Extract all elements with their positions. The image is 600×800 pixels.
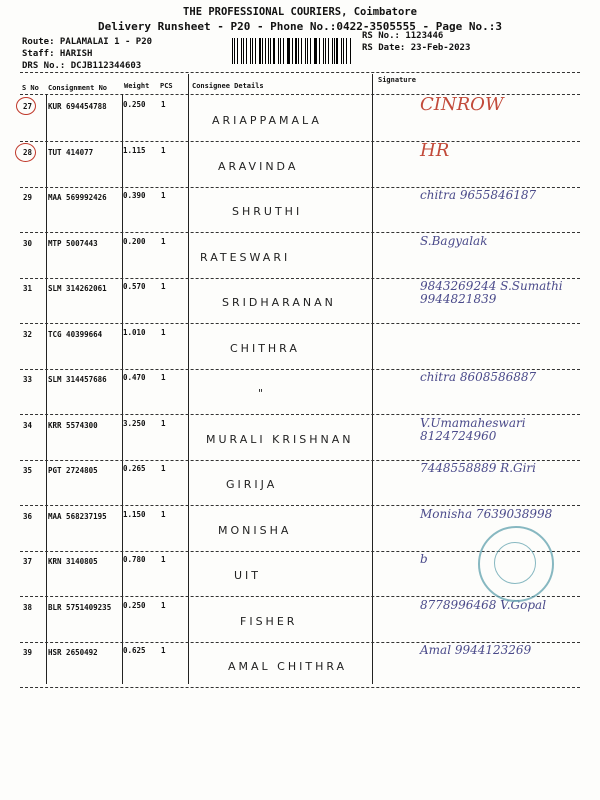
row-signature: V.Umamaheswari 8124724960: [420, 415, 526, 443]
row-consignee-name: AMAL CHITHRA: [228, 660, 348, 673]
rs-no-label: RS No.: 1123446: [362, 31, 444, 41]
barcode-bar: [241, 38, 243, 64]
barcode-bar: [307, 38, 308, 64]
barcode-bar: [298, 38, 299, 64]
table-row: [20, 597, 580, 643]
row-pcs: 1: [161, 418, 166, 428]
divider-top: [20, 72, 580, 73]
row-signature: chitra 8608586887: [420, 370, 537, 384]
row-sno: 36: [23, 511, 33, 521]
row-sno: 28: [23, 147, 33, 157]
row-sno: 31: [23, 284, 33, 293]
row-consignment: MTP 5007443: [48, 238, 98, 248]
barcode-bar: [246, 38, 247, 64]
row-consignment: SLM 314262061: [48, 284, 107, 293]
circle-mark-27: [16, 97, 36, 115]
row-sno: 29: [23, 193, 33, 202]
row-signature: S.Bagyalak: [420, 233, 488, 248]
col-header-weight: Weight: [124, 82, 150, 90]
barcode-bar: [287, 38, 288, 64]
row-consignee-name: RATESWARI: [200, 250, 291, 264]
barcode-bar: [252, 38, 253, 64]
row-consignment: MAA 569992426: [48, 193, 107, 202]
row-signature: 8778996468 V.Gopal: [420, 597, 547, 612]
row-consignee-name: MURALI KRISHNAN: [206, 432, 354, 446]
runsheet-title: Delivery Runsheet - P20 - Phone No.:0422-3505555 - Page No.:3: [98, 20, 502, 33]
row-sno: 35: [23, 466, 33, 475]
row-sno: 39: [23, 648, 33, 657]
row-consignee-name: MONISHA: [218, 523, 292, 537]
row-sno: 34: [23, 420, 33, 430]
barcode-bar: [273, 38, 275, 64]
row-consignment: KRR 5574300: [48, 420, 98, 430]
barcode-bar: [323, 38, 324, 64]
table-row: [20, 139, 580, 188]
row-weight: 0.780: [123, 555, 146, 564]
row-pcs: 1: [161, 646, 166, 655]
barcode-bar: [315, 38, 317, 64]
row-pcs: 1: [161, 236, 166, 246]
barcode-bar: [265, 38, 266, 64]
row-pcs: 1: [161, 282, 166, 291]
row-consignee-name: CHITHRA: [230, 341, 300, 355]
row-weight: 0.570: [123, 282, 146, 291]
row-weight: 1.150: [123, 509, 146, 519]
row-weight: 0.470: [123, 373, 146, 382]
row-consignee-name: ": [258, 387, 267, 400]
table-row: [20, 187, 580, 233]
barcode-bar: [288, 38, 289, 64]
row-signature: CINROW: [420, 94, 504, 115]
barcode-bar: [292, 38, 293, 64]
table-row: [20, 415, 580, 461]
barcode-bar: [332, 38, 333, 64]
row-sno: 37: [23, 557, 33, 566]
barcode-bar: [350, 38, 351, 64]
row-pcs: 1: [161, 145, 166, 155]
row-consignment: KRN 3140805: [48, 557, 98, 566]
row-signature: HR: [420, 139, 450, 161]
barcode-bar: [268, 38, 269, 64]
row-consignee-name: SHRUTHI: [232, 205, 303, 218]
barcode-bar: [295, 38, 297, 64]
row-signature: Amal 9944123269: [420, 643, 532, 657]
row-consignment: TUT 414077: [48, 147, 94, 157]
row-consignee-name: ARAVINDA: [218, 159, 299, 173]
table-row: [20, 324, 580, 370]
barcode-bar: [328, 38, 329, 64]
barcode-bar: [319, 38, 320, 64]
barcode-bar: [343, 38, 344, 64]
row-sno: 38: [23, 602, 33, 612]
row-consignment: SLM 314457686: [48, 375, 107, 384]
row-sno: 32: [23, 329, 33, 339]
staff-label: Staff: HARISH: [22, 49, 93, 59]
barcode-bar: [278, 38, 279, 64]
barcode-bar: [250, 38, 251, 64]
col-header-pcs: PCS: [160, 82, 173, 90]
table-row: [20, 369, 580, 415]
col-header-consignment: Consignment No: [48, 84, 108, 92]
barcode-bar: [341, 38, 342, 64]
barcode-bar: [255, 38, 256, 64]
barcode-bar: [280, 38, 281, 64]
barcode-bar: [301, 38, 302, 64]
barcode-bar: [283, 38, 284, 64]
table-row: [20, 278, 580, 324]
row-consignee-name: FISHER: [240, 614, 298, 628]
route-label: Route: PALAMALAI 1 - P20: [22, 37, 153, 47]
table-row: [20, 96, 580, 142]
row-signature: Monisha 7639038998: [420, 506, 553, 521]
row-pcs: 1: [161, 555, 166, 564]
barcode-bar: [234, 38, 235, 64]
row-signature: b: [420, 552, 428, 566]
col-header-consignee: Consignee Details: [192, 82, 264, 90]
table-row: [20, 460, 580, 506]
row-pcs: 1: [161, 100, 166, 109]
barcode-bar: [346, 38, 347, 64]
barcode-bar: [334, 38, 335, 64]
row-weight: 0.200: [123, 236, 146, 246]
row-sno: 27: [23, 102, 33, 111]
row-sno: 30: [23, 238, 33, 248]
row-pcs: 1: [161, 464, 166, 473]
barcode-bar: [314, 38, 315, 64]
row-consignment: BLR 5751409235: [48, 602, 112, 612]
circle-mark-28: [15, 143, 36, 162]
courier-stamp: [478, 526, 554, 602]
row-weight: 3.250: [123, 418, 146, 428]
row-consignment: HSR 2650492: [48, 648, 98, 657]
barcode-bar: [232, 38, 233, 64]
row-pcs: 1: [161, 509, 166, 519]
row-weight: 0.250: [123, 100, 146, 109]
row-consignment: MAA 568237195: [48, 511, 107, 521]
row-weight: 1.010: [123, 327, 146, 337]
row-consignment: PGT 2724805: [48, 466, 98, 475]
row-consignee-name: SRIDHARANAN: [222, 296, 336, 309]
barcode-bar: [270, 38, 271, 64]
row-consignment: KUR 694454788: [48, 102, 107, 111]
table-row: [20, 233, 580, 279]
row-pcs: 1: [161, 191, 166, 200]
row-consignee-name: UIT: [234, 569, 262, 582]
col-header-sno: S No: [22, 84, 39, 92]
row-signature: 9843269244 S.Sumathi 9944821839: [420, 279, 563, 306]
row-weight: 1.115: [123, 145, 146, 155]
row-signature: chitra 9655846187: [420, 188, 537, 202]
row-pcs: 1: [161, 373, 166, 382]
drs-label: DRS No.: DCJB112344603: [22, 61, 142, 71]
row-consignee-name: GIRIJA: [226, 478, 278, 491]
barcode-bar: [305, 38, 306, 64]
table-row: [20, 642, 580, 688]
company-title: THE PROFESSIONAL COURIERS, Coimbatore: [183, 6, 417, 18]
row-consignee-name: ARIAPPAMALA: [212, 114, 322, 127]
barcode-bar: [325, 38, 326, 64]
barcode-bar: [243, 38, 244, 64]
row-signature: 7448558889 R.Giri: [420, 461, 537, 475]
row-weight: 0.625: [123, 646, 146, 655]
barcode-bar: [237, 38, 238, 64]
row-sno: 33: [23, 375, 33, 384]
barcode: [232, 38, 352, 64]
barcode-bar: [262, 38, 263, 64]
col-header-signature: Signature: [378, 76, 416, 84]
row-consignment: TCG 40399664: [48, 329, 103, 339]
row-weight: 0.250: [123, 600, 146, 610]
barcode-bar: [336, 38, 338, 64]
row-weight: 0.390: [123, 191, 146, 200]
row-pcs: 1: [161, 600, 166, 610]
row-divider: [20, 687, 580, 688]
barcode-bar: [259, 38, 261, 64]
barcode-bar: [310, 38, 311, 64]
row-weight: 0.265: [123, 464, 146, 473]
rs-date-label: RS Date: 23-Feb-2023: [362, 43, 471, 53]
row-pcs: 1: [161, 327, 166, 337]
